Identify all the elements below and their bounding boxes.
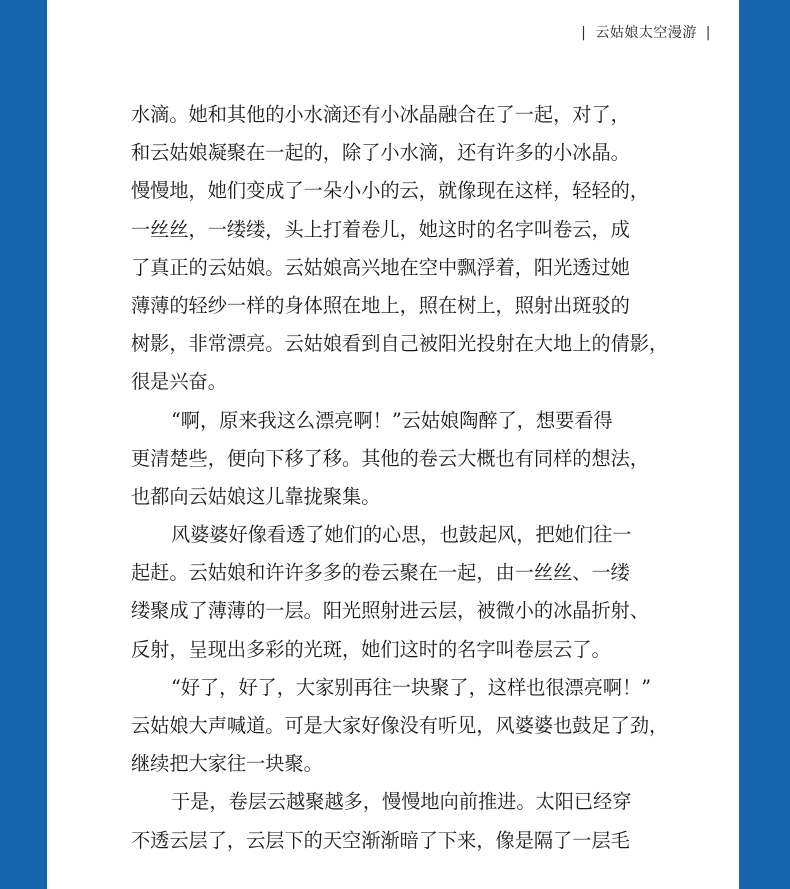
- text-line: “好了，好了，大家别再往一块聚了，这样也很漂亮啊！”: [171, 675, 652, 699]
- text-line: 风婆婆好像看透了她们的心思，也鼓起风，把她们往一: [171, 523, 632, 547]
- text-line: 一丝丝，一缕缕，头上打着卷儿，她这时的名字叫卷云，成: [131, 217, 630, 241]
- text-line: 薄薄的轻纱一样的身体照在地上，照在树上，照射出斑驳的: [131, 293, 630, 317]
- running-head: [577, 22, 715, 42]
- text-line: 缕聚成了薄薄的一层。阳光照射进云层，被微小的冰晶折射、: [131, 599, 650, 623]
- book-page: [47, 0, 739, 889]
- text-line: 和云姑娘凝聚在一起的，除了小水滴，还有许多的小冰晶。: [131, 141, 630, 165]
- text-line: 树影，非常漂亮。云姑娘看到自己被阳光投射在大地上的倩影，: [131, 332, 669, 356]
- text-line: 很是兴奋。: [131, 370, 227, 394]
- text-line: 继续把大家往一块聚。: [131, 752, 323, 776]
- text-line: 反射，呈现出多彩的光斑，她们这时的名字叫卷层云了。: [131, 637, 611, 661]
- header-separator-left: |: [581, 25, 587, 41]
- text-line: 水滴。她和其他的小水滴还有小冰晶融合在了一起，对了，: [131, 103, 630, 126]
- text-line: 于是，卷层云越聚越多，慢慢地向前推进。太阳已经穿: [171, 790, 632, 814]
- text-line: 也都向云姑娘这儿靠拢聚集。: [131, 484, 381, 508]
- text-line: “啊，原来我这么漂亮啊！”云姑娘陶醉了，想要看得: [171, 408, 613, 432]
- text-line: 不透云层了，云层下的天空渐渐暗了下来，像是隔了一层毛: [131, 828, 630, 852]
- text-line: 更清楚些，便向下移了移。其他的卷云大概也有同样的想法，: [131, 446, 650, 470]
- chapter-title: 云姑娘太空漫游: [595, 25, 697, 41]
- text-line: 云姑娘大声喊道。可是大家好像没有听见，风婆婆也鼓足了劲，: [131, 714, 669, 737]
- text-line: 慢慢地，她们变成了一朵小小的云，就像现在这样，轻轻的，: [131, 179, 650, 203]
- header-separator-right: |: [705, 25, 711, 41]
- text-line: 了真正的云姑娘。云姑娘高兴地在空中飘浮着，阳光透过她: [131, 255, 630, 279]
- body-text: [131, 96, 671, 860]
- text-line: 起赶。云姑娘和许许多多的卷云聚在一起，由一丝丝、一缕: [131, 561, 630, 585]
